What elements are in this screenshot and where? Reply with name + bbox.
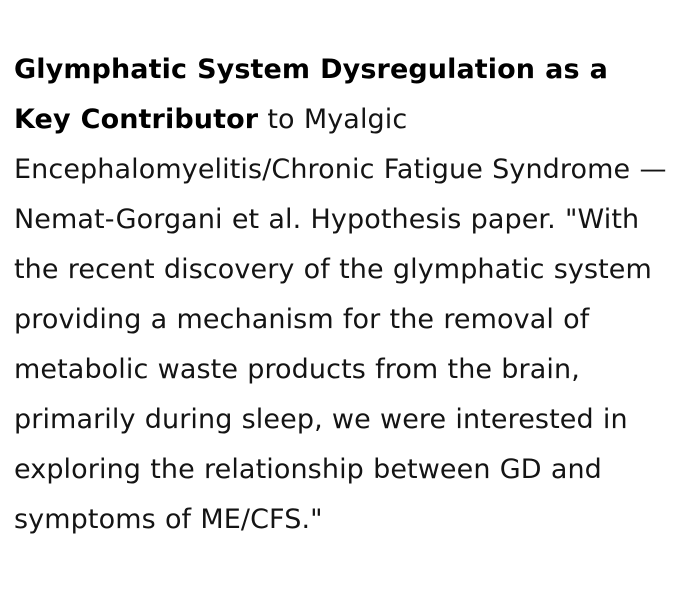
article-summary-paragraph	[14, 45, 669, 545]
article-title-bold: Glymphatic System Dysregulation as a Key Contributor	[14, 54, 608, 135]
article-body-text: to Myalgic Encephalomyelitis/Chronic Fatigue Syndrome — Nemat-Gorgani et al. Hypothesis paper. "With the recent discovery of the glymphatic system providing a mechanism for the removal of metabolic waste products from the brain, primarily during sleep, we were interested in exploring the relationship between GD and symptoms of ME/CFS."	[14, 104, 667, 535]
